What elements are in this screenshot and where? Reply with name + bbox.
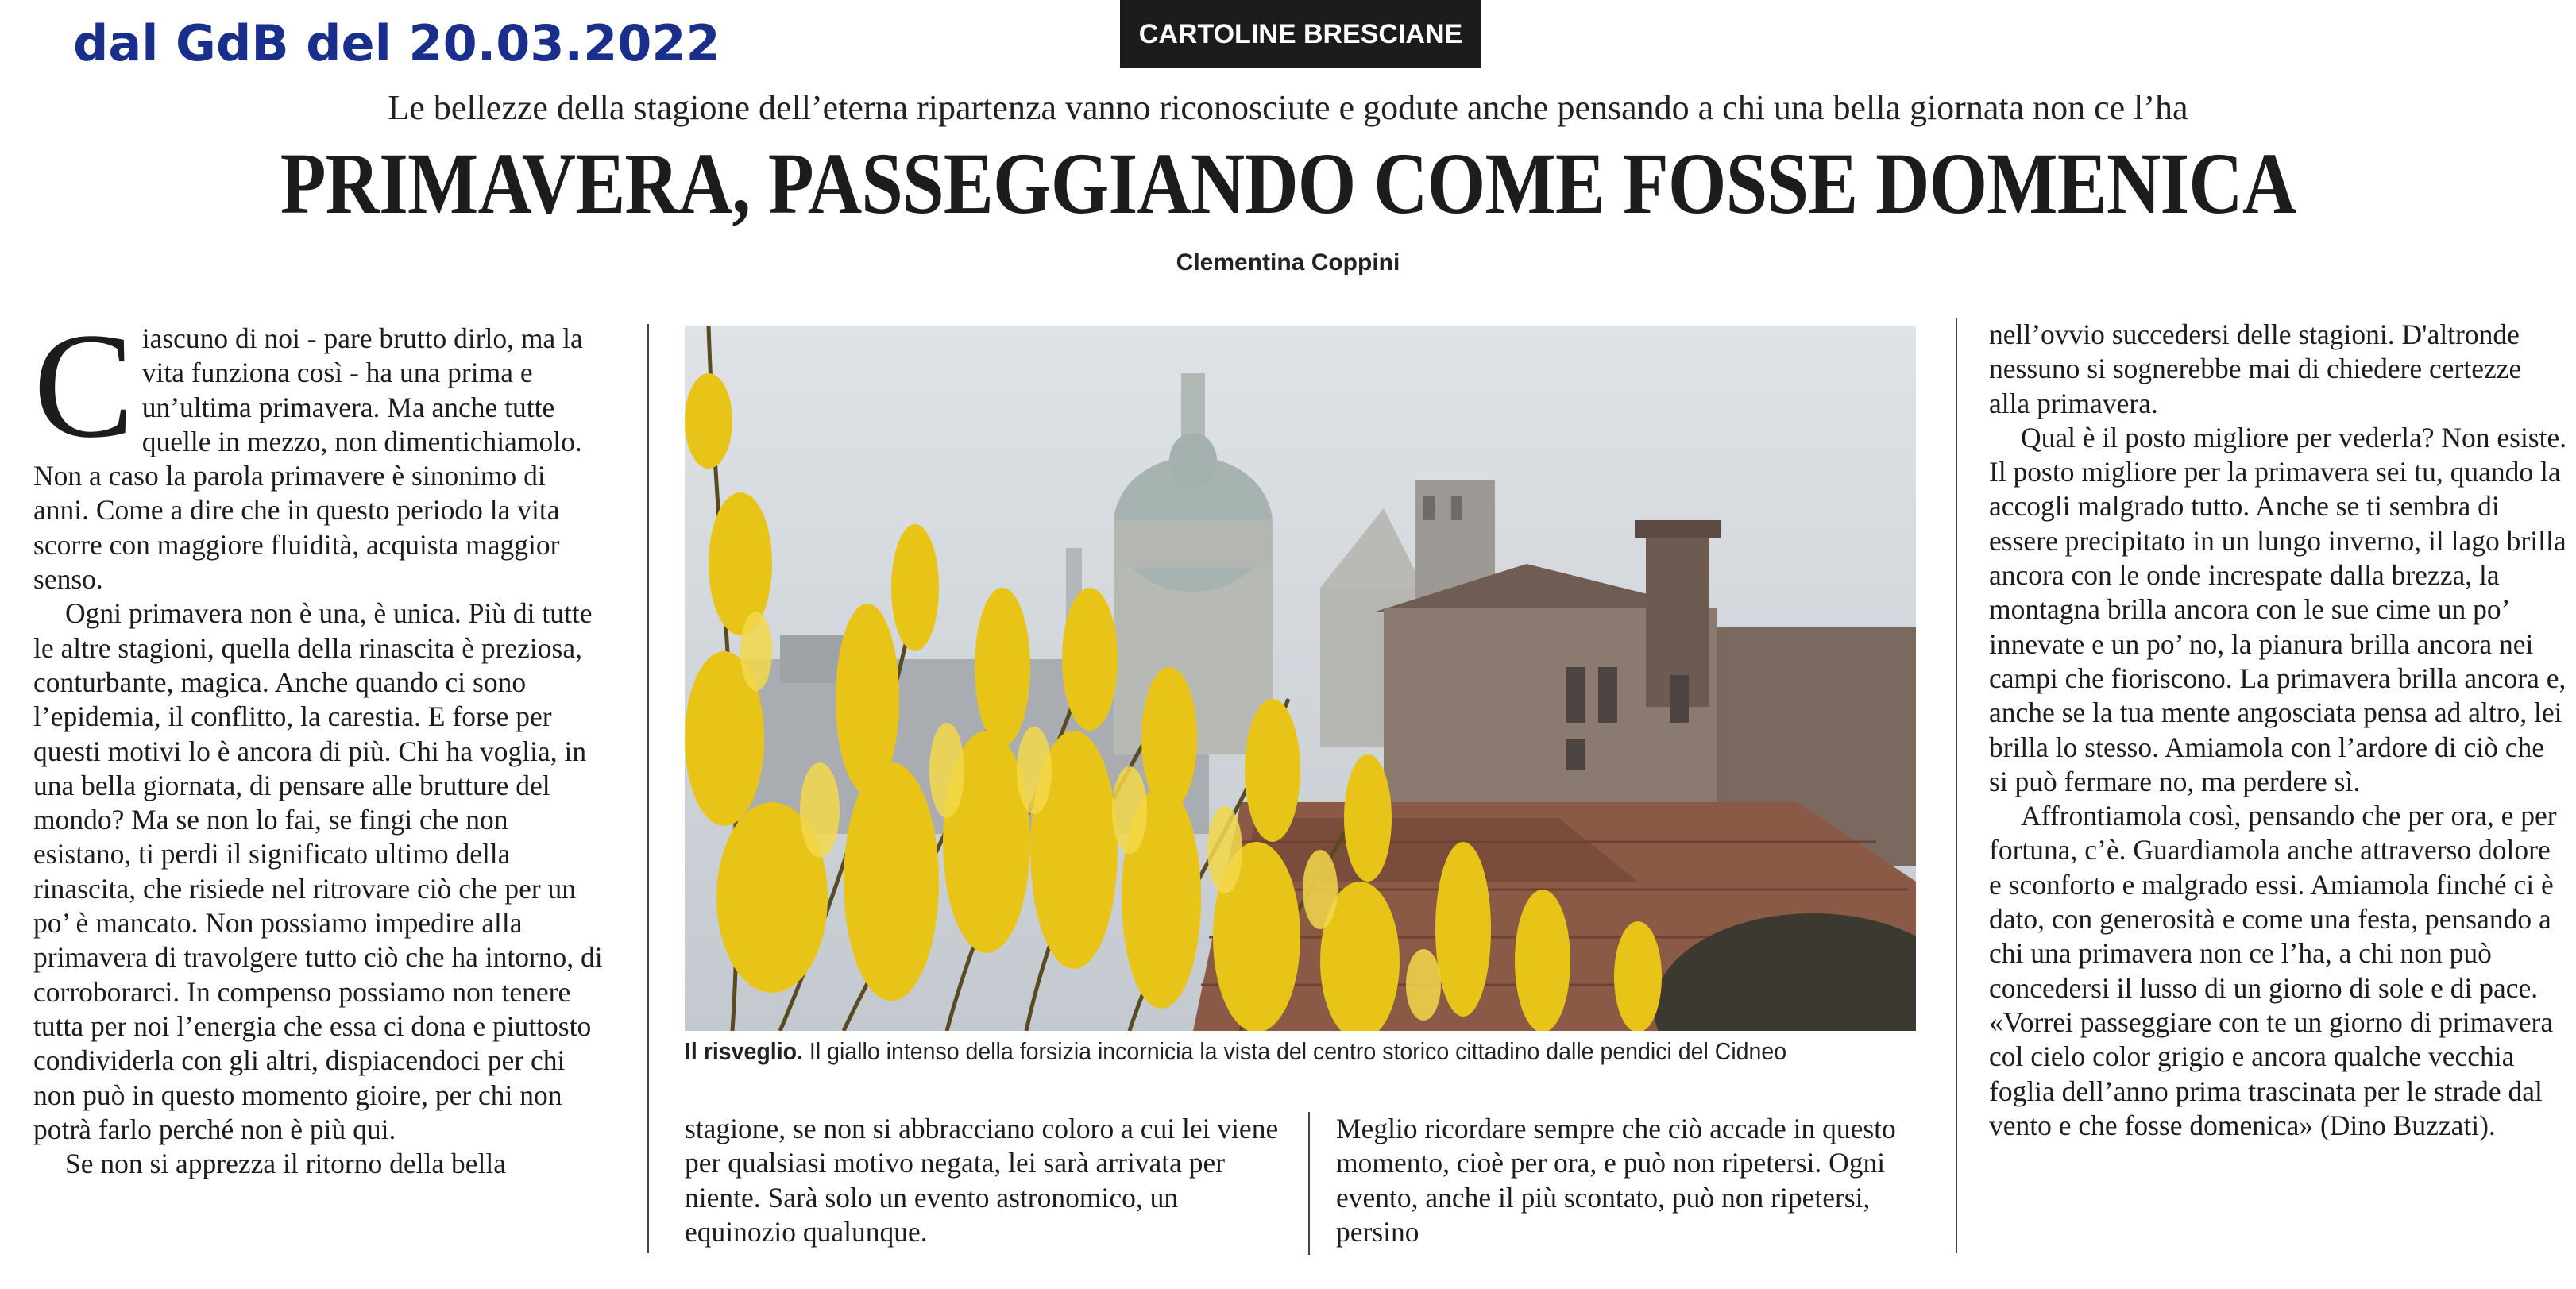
caption-lead: Il risveglio. <box>685 1037 803 1065</box>
paragraph-text: iascuno di noi - pare brutto dirlo, ma la vita funziona così - ha una prima e un’ultima primavera. Ma anche tutte quelle in mezzo, non dimentichiamolo. Non a caso la parola primavere è sinonimo di anni. Come a dire che in questo periodo la vita scorre con maggiore fluidità, acquista maggior senso. <box>33 322 583 596</box>
caption-text: Il giallo intenso della forsizia incornicia la vista del centro storico cittadino dalle pendici del Cidneo <box>802 1037 1787 1065</box>
article-column-1 <box>33 303 605 1181</box>
paragraph: Qual è il posto migliore per vederla? Non esiste. Il posto migliore per la primavera sei tu, quando la accogli malgrado tutto. Anche se ti sembra di essere precipitato in un lungo inverno, il lago brilla ancora con le onde increspate dalla brezza, la montagna brilla ancora con le sue cime un po’ innevate e un po’ no, la pianura brilla ancora nei campi che fioriscono. La primavera brilla ancora e, anche se la tua mente angosciata pensa ad altro, lei brilla lo stesso. Amiamola con l’ardore di ciò che si può fermare no, ma perdere sì. <box>1989 421 2567 797</box>
paragraph <box>33 303 605 596</box>
kicker: Le bellezze della stagione dell’eterna ripartenza vanno riconosciute e godute anche pensando a chi una bella giornata non ce l’ha <box>388 88 2188 127</box>
paragraph: stagione, se non si abbracciano coloro a cui lei viene per qualsiasi motivo negata, lei sarà arrivata per niente. Sarà solo un evento astronomico, un equinozio qualunque. <box>685 1113 1279 1248</box>
column-rule <box>1308 1112 1310 1255</box>
article-photo <box>685 326 1916 1031</box>
byline: Clementina Coppini <box>1176 249 1400 276</box>
source-label: dal GdB del 20.03.2022 <box>73 14 720 72</box>
section-rubric: CARTOLINE BRESCIANE <box>1120 0 1481 68</box>
article-column-3 <box>1336 1112 1924 1249</box>
article-column-4 <box>1989 318 2569 1143</box>
paragraph: Meglio ricordare sempre che ciò accade in questo momento, cioè per ora, e può non ripetersi. Ogni evento, anche il più scontato, può non ripetersi, persino <box>1336 1113 1896 1248</box>
paragraph: Se non si apprezza il ritorno della bella <box>65 1148 506 1180</box>
article-column-2 <box>685 1112 1288 1249</box>
paragraph: Affrontiamola così, pensando che per ora, e per fortuna, c’è. Guardiamola anche attraverso dolore e sconforto e malgrado essi. Amiamola finché ci è dato, con generosità e come una festa, pensando a chi una primavera non ce l’ha, a chi non può concedersi il lusso di un giorno di sole e di pace. «Vorrei passeggiare con te un giorno di primavera col cielo color grigio e ancora qualche vecchia foglia dell’anno prima trascinata per le strade dal vento e che fosse domenica» (Dino Buzzati). <box>1989 800 2557 1141</box>
headline: PRIMAVERA, PASSEGGIANDO COME FOSSE DOMENICA <box>280 135 2296 232</box>
column-rule <box>1956 318 1957 1253</box>
photo-caption <box>685 1037 1825 1066</box>
city-forsythia-image <box>685 326 1916 1031</box>
drop-cap: C <box>33 303 134 469</box>
paragraph: nell’ovvio succedersi delle stagioni. D'altronde nessuno si sognerebbe mai di chiedere certezze alla primavera. <box>1989 318 2522 419</box>
column-rule <box>647 324 649 1253</box>
paragraph: Ogni primavera non è una, è unica. Più di tutte le altre stagioni, quella della rinascita è preziosa, conturbante, magica. Anche quando ci sono l’epidemia, il conflitto, la carestia. E forse per questi motivi lo è ancora di più. Chi ha voglia, in una bella giornata, di pensare alle brutture del mondo? Ma se non lo fai, se fingi che non esistano, ti perdi il significato ultimo della rinascita, che risiede nel ritrovare ciò che per un po’ è mancato. Non possiamo impedire alla primavera di travolgere tutto ciò che ha intorno, di corroborarci. In compenso possiamo non tenere tutta per noi l’energia che essa ci dona e piuttosto condividerla con gli altri, dispiacendoci per chi non può in questo momento gioire, per chi non potrà farlo perché non è più qui. <box>33 597 603 1145</box>
